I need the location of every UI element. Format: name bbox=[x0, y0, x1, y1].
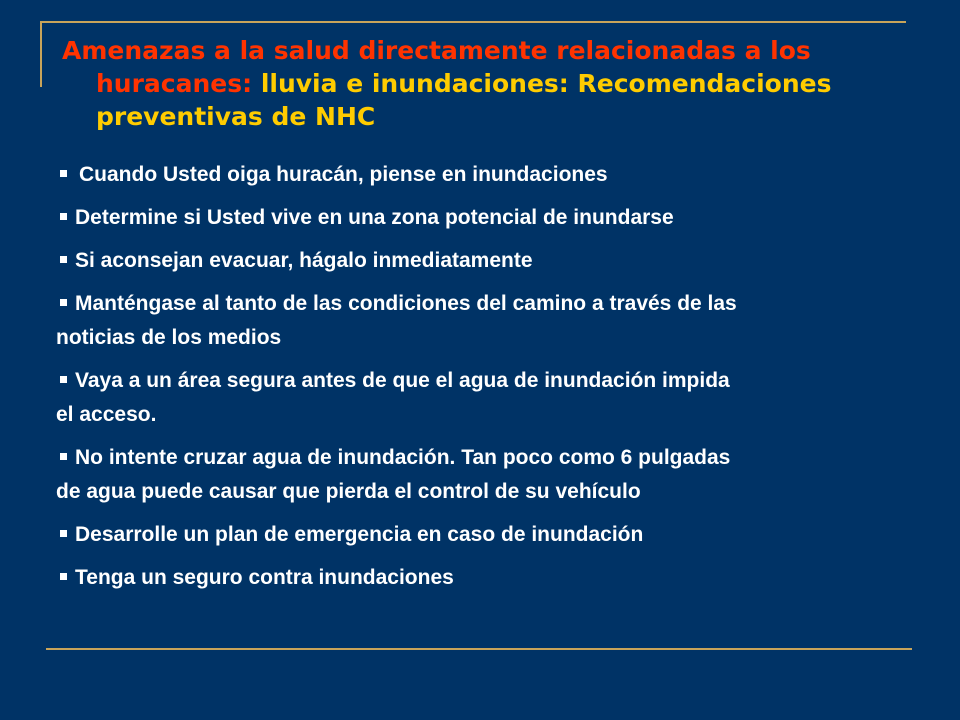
title-line-2-red: huracanes: bbox=[96, 69, 253, 98]
bullet-square-icon bbox=[60, 573, 67, 580]
left-rule bbox=[40, 21, 42, 87]
title-line-3: preventivas de NHC bbox=[96, 102, 376, 131]
bullet-list bbox=[56, 158, 956, 604]
bullet-text: Si aconsejan evacuar, hágalo inmediatamente bbox=[75, 249, 533, 272]
bullet-text: Tenga un seguro contra inundaciones bbox=[75, 566, 454, 589]
bullet-square-icon bbox=[60, 530, 67, 537]
bullet-text-continued: de agua puede causar que pierda el control de su vehículo bbox=[56, 480, 641, 503]
title-line-2-yellow: lluvia e inundaciones: Recomendaciones bbox=[252, 69, 832, 98]
top-rule bbox=[40, 21, 906, 23]
bullet-item bbox=[56, 364, 956, 432]
bullet-square-icon bbox=[60, 299, 67, 306]
bullet-square-icon bbox=[60, 213, 67, 220]
bullet-item bbox=[56, 441, 956, 509]
bullet-item bbox=[56, 201, 956, 235]
title-line-1: Amenazas a la salud directamente relacionadas a los bbox=[62, 36, 811, 65]
bullet-square-icon bbox=[60, 376, 67, 383]
bullet-text-continued: noticias de los medios bbox=[56, 326, 282, 349]
bullet-item bbox=[56, 561, 956, 595]
title-line-2 bbox=[62, 67, 942, 100]
bullet-item bbox=[56, 244, 956, 278]
bullet-text: Desarrolle un plan de emergencia en caso de inundación bbox=[75, 523, 644, 546]
bullet-text: Manténgase al tanto de las condiciones del camino a través de las bbox=[75, 292, 737, 315]
bullet-text-continued: el acceso. bbox=[56, 403, 157, 426]
bullet-item bbox=[56, 518, 956, 552]
bullet-item bbox=[56, 287, 956, 355]
bullet-text: Vaya a un área segura antes de que el agua de inundación impida bbox=[75, 369, 730, 392]
bullet-item bbox=[56, 158, 956, 192]
bullet-text: Determine si Usted vive en una zona potencial de inundarse bbox=[75, 206, 674, 229]
bullet-square-icon bbox=[60, 170, 67, 177]
slide-title bbox=[62, 34, 942, 133]
bullet-square-icon bbox=[60, 453, 67, 460]
bullet-square-icon bbox=[60, 256, 67, 263]
bullet-text: Cuando Usted oiga huracán, piense en inundaciones bbox=[79, 163, 608, 186]
bottom-rule bbox=[46, 648, 912, 650]
bullet-text: No intente cruzar agua de inundación. Tan poco como 6 pulgadas bbox=[75, 446, 731, 469]
